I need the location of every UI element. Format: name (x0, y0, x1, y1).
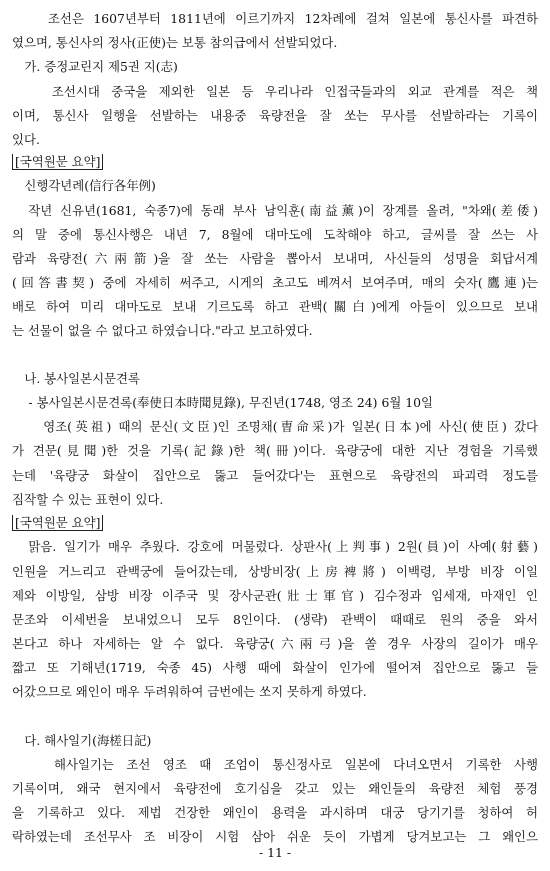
page-number: - 11 - (258, 845, 292, 860)
text-line: 인원을 거느리고 관백궁에 들어갔는데, 상방비장(上房裨將) 이백령, 부방 비장 이일 (12, 564, 538, 579)
text-line: 짐작할 수 있는 표현이 있다. (12, 492, 164, 507)
subheading: 신행각년례(信行各年例) (12, 178, 156, 193)
text-line: 배로 하여 미리 대마도로 보내 기르도록 하고 관백(關白)에게 아들이 있으므로 보내 (12, 299, 538, 314)
text-line: 는 선물이 없을 수 없다고 하였습니다."라고 보고하였다. (12, 323, 313, 338)
text-line: 문조와 이세번을 보내었으니 모두 8인이다. (생략) 관백이 때때로 원의 중을 와서 (12, 612, 538, 627)
text-line: 이며, 통신사 일행을 선발하는 내용중 육량전을 잘 쏘는 무사를 선발하라는 기록이 (12, 108, 538, 123)
text-line: 해사일기는 조선 영조 때 조엄이 통신정사로 일본에 다녀오면서 기록한 사행 (12, 757, 538, 772)
text-line: 작년 신유년(1681, 숙종7)에 동래 부사 남익훈(南益薰)이 장계를 올려, "차왜(差倭) (12, 203, 538, 218)
text-line: 의 말 중에 통신사행은 내년 7, 8월에 대마도에 도착해야 하고, 글씨를 잘 쓰는 사 (12, 227, 538, 242)
text-line: 맑음. 일기가 매우 추웠다. 강호에 머물렀다. 상판사(上判事) 2원(員)이 사예(射藝) (12, 539, 538, 554)
summary-label (12, 154, 538, 170)
text-line: 락하였는데 조선무사 조 비장이 시험 삼아 쉬운 듯이 가볍게 당겨보고는 그 왜인으 (12, 829, 538, 844)
text-line: (回答書契) 중에 자세히 써주고, 시게의 초고도 베껴서 보여주며, 매의 숫자(鷹連)는 (12, 275, 538, 290)
text-line: 조선시대 중국을 제외한 일본 등 우리나라 인접국들과의 외교 관계를 적은 책 (12, 84, 538, 99)
source-line: - 봉사일본시문견록(奉使日本時聞見錄), 무진년(1748, 영조 24) 6월 10일 (12, 395, 433, 410)
section-heading: 가. 증정교린지 제5권 지(志) (12, 59, 178, 74)
summary-label (12, 515, 538, 531)
section-heading: 다. 해사일기(海槎日記) (12, 733, 152, 748)
text-line: 기록이며, 왜국 현지에서 육량전에 호기심을 갖고 있는 왜인들의 육량전 체험 풍경 (12, 781, 538, 796)
summary-label-text: [국역원문 요약] (12, 515, 103, 531)
text-line: 본다고 하나 자세하는 알 수 없다. 육량궁(六兩弓)을 쏠 경우 사장의 길이가 매우 (12, 636, 538, 651)
text-line: 였으며, 통신사의 정사(正使)는 보통 참의급에서 선발되었다. (12, 35, 338, 50)
text-line: 있다. (12, 132, 40, 147)
text-line: 조선은 1607년부터 1811년에 이르기까지 12차례에 걸쳐 일본에 통신사를 파견하 (12, 11, 538, 26)
text-line: 가 견문(見聞)한 것을 기록(記錄)한 책(冊)이다. 육량궁에 대한 지난 경험을 기록했 (12, 443, 538, 458)
summary-label-text: [국역원문 요약] (12, 154, 103, 170)
text-line: 제와 이방일, 삼방 비장 이주국 및 장사군관(壯士軍官) 김수정과 임세재, 마재인 인 (12, 588, 538, 603)
text-line: 짧고 또 기해년(1719, 숙종 45) 사행 때에 화살이 인가에 떨어져 집안으로 뚫고 들 (12, 660, 538, 675)
text-line: 람과 육량전(六兩箭)을 잘 쏘는 사람을 뽑아서 보내며, 사신들의 성명을 회답서계 (12, 251, 538, 266)
text-line: 어갔으므로 왜인이 매우 두려워하여 금번에는 쏘지 못하게 하였다. (12, 684, 367, 699)
text-line: 을 기록하고 있다. 제법 건장한 왜인이 용력을 과시하며 대궁 당기기를 청하여 허 (12, 805, 538, 820)
text-line: 영조(英祖) 때의 문신(文臣)인 조명채(曺命采)가 일본(日本)에 사신(使臣) 갔다 (12, 419, 538, 434)
section-heading: 나. 봉사일본시문견록 (12, 371, 140, 386)
text-line: 는데 '육량궁 화살이 집안으로 뚫고 들어갔다'는 표현으로 육량전의 파괴력 정도를 (12, 468, 538, 483)
